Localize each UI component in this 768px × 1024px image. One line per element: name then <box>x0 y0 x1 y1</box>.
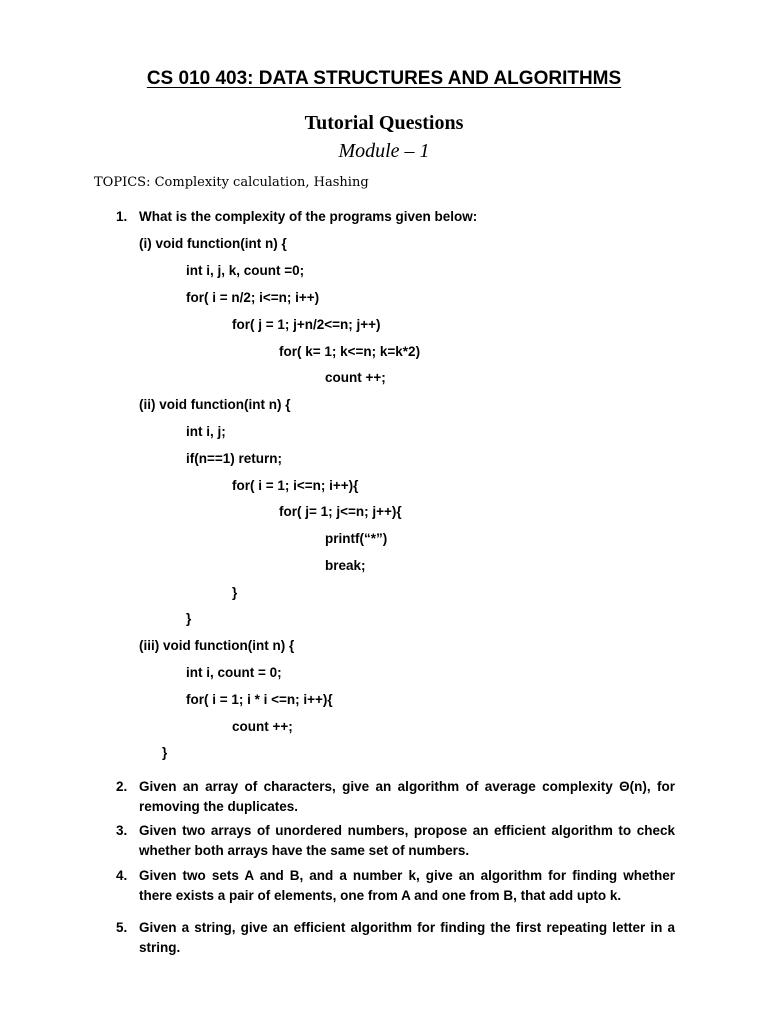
code-line: count ++; <box>325 370 386 385</box>
code-line: break; <box>325 558 366 573</box>
code-line: (i) void function(int n) { <box>139 236 287 251</box>
code-line: for( j = 1; j+n/2<=n; j++) <box>232 317 381 332</box>
topics-text: Complexity calculation, Hashing <box>154 175 369 190</box>
code-line: int i, count = 0; <box>186 665 282 680</box>
code-line: (ii) void function(int n) { <box>139 397 291 412</box>
code-line: (iii) void function(int n) { <box>139 638 295 653</box>
code-line: for( i = 1; i * i <=n; i++){ <box>186 692 333 707</box>
document-subtitle: Tutorial Questions <box>304 112 464 134</box>
code-line: } <box>232 585 238 600</box>
question-number: 4. <box>116 868 128 883</box>
question-text: Given an array of characters, give an algorithm of average complexity Θ(n), for removing the duplicates. <box>139 779 675 814</box>
code-line: } <box>186 611 192 626</box>
document-title: CS 010 403: DATA STRUCTURES AND ALGORITHMS <box>146 68 622 89</box>
code-line: count ++; <box>232 719 293 734</box>
code-line: printf(“*”) <box>325 531 388 546</box>
question-number: 3. <box>116 823 128 838</box>
code-line: for( j= 1; j<=n; j++){ <box>279 504 402 519</box>
question-number: 5. <box>116 920 128 935</box>
question-text: Given two arrays of unordered numbers, propose an efficient algorithm to check whether both arrays have the same set of numbers. <box>139 823 675 858</box>
code-line: int i, j; <box>186 424 226 439</box>
question-number: 2. <box>116 779 128 794</box>
module-heading: Module – 1 <box>338 140 430 162</box>
topics-line <box>94 175 369 190</box>
code-line: for( i = 1; i<=n; i++){ <box>232 478 359 493</box>
code-line: int i, j, k, count =0; <box>186 263 305 278</box>
code-line: for( i = n/2; i<=n; i++) <box>186 290 320 305</box>
code-line: if(n==1) return; <box>186 451 283 466</box>
code-line: } <box>162 745 168 760</box>
code-line: for( k= 1; k<=n; k=k*2) <box>279 344 421 359</box>
question-text: Given two sets A and B, and a number k, give an algorithm for finding whether there exists a pair of elements, one from A and one from B, that add upto k. <box>139 868 675 903</box>
question-text: What is the complexity of the programs given below: <box>139 209 478 224</box>
question-text: Given a string, give an efficient algorithm for finding the first repeating letter in a string. <box>139 920 675 955</box>
topics-label: TOPICS: <box>94 175 151 190</box>
question-number: 1. <box>116 209 128 224</box>
